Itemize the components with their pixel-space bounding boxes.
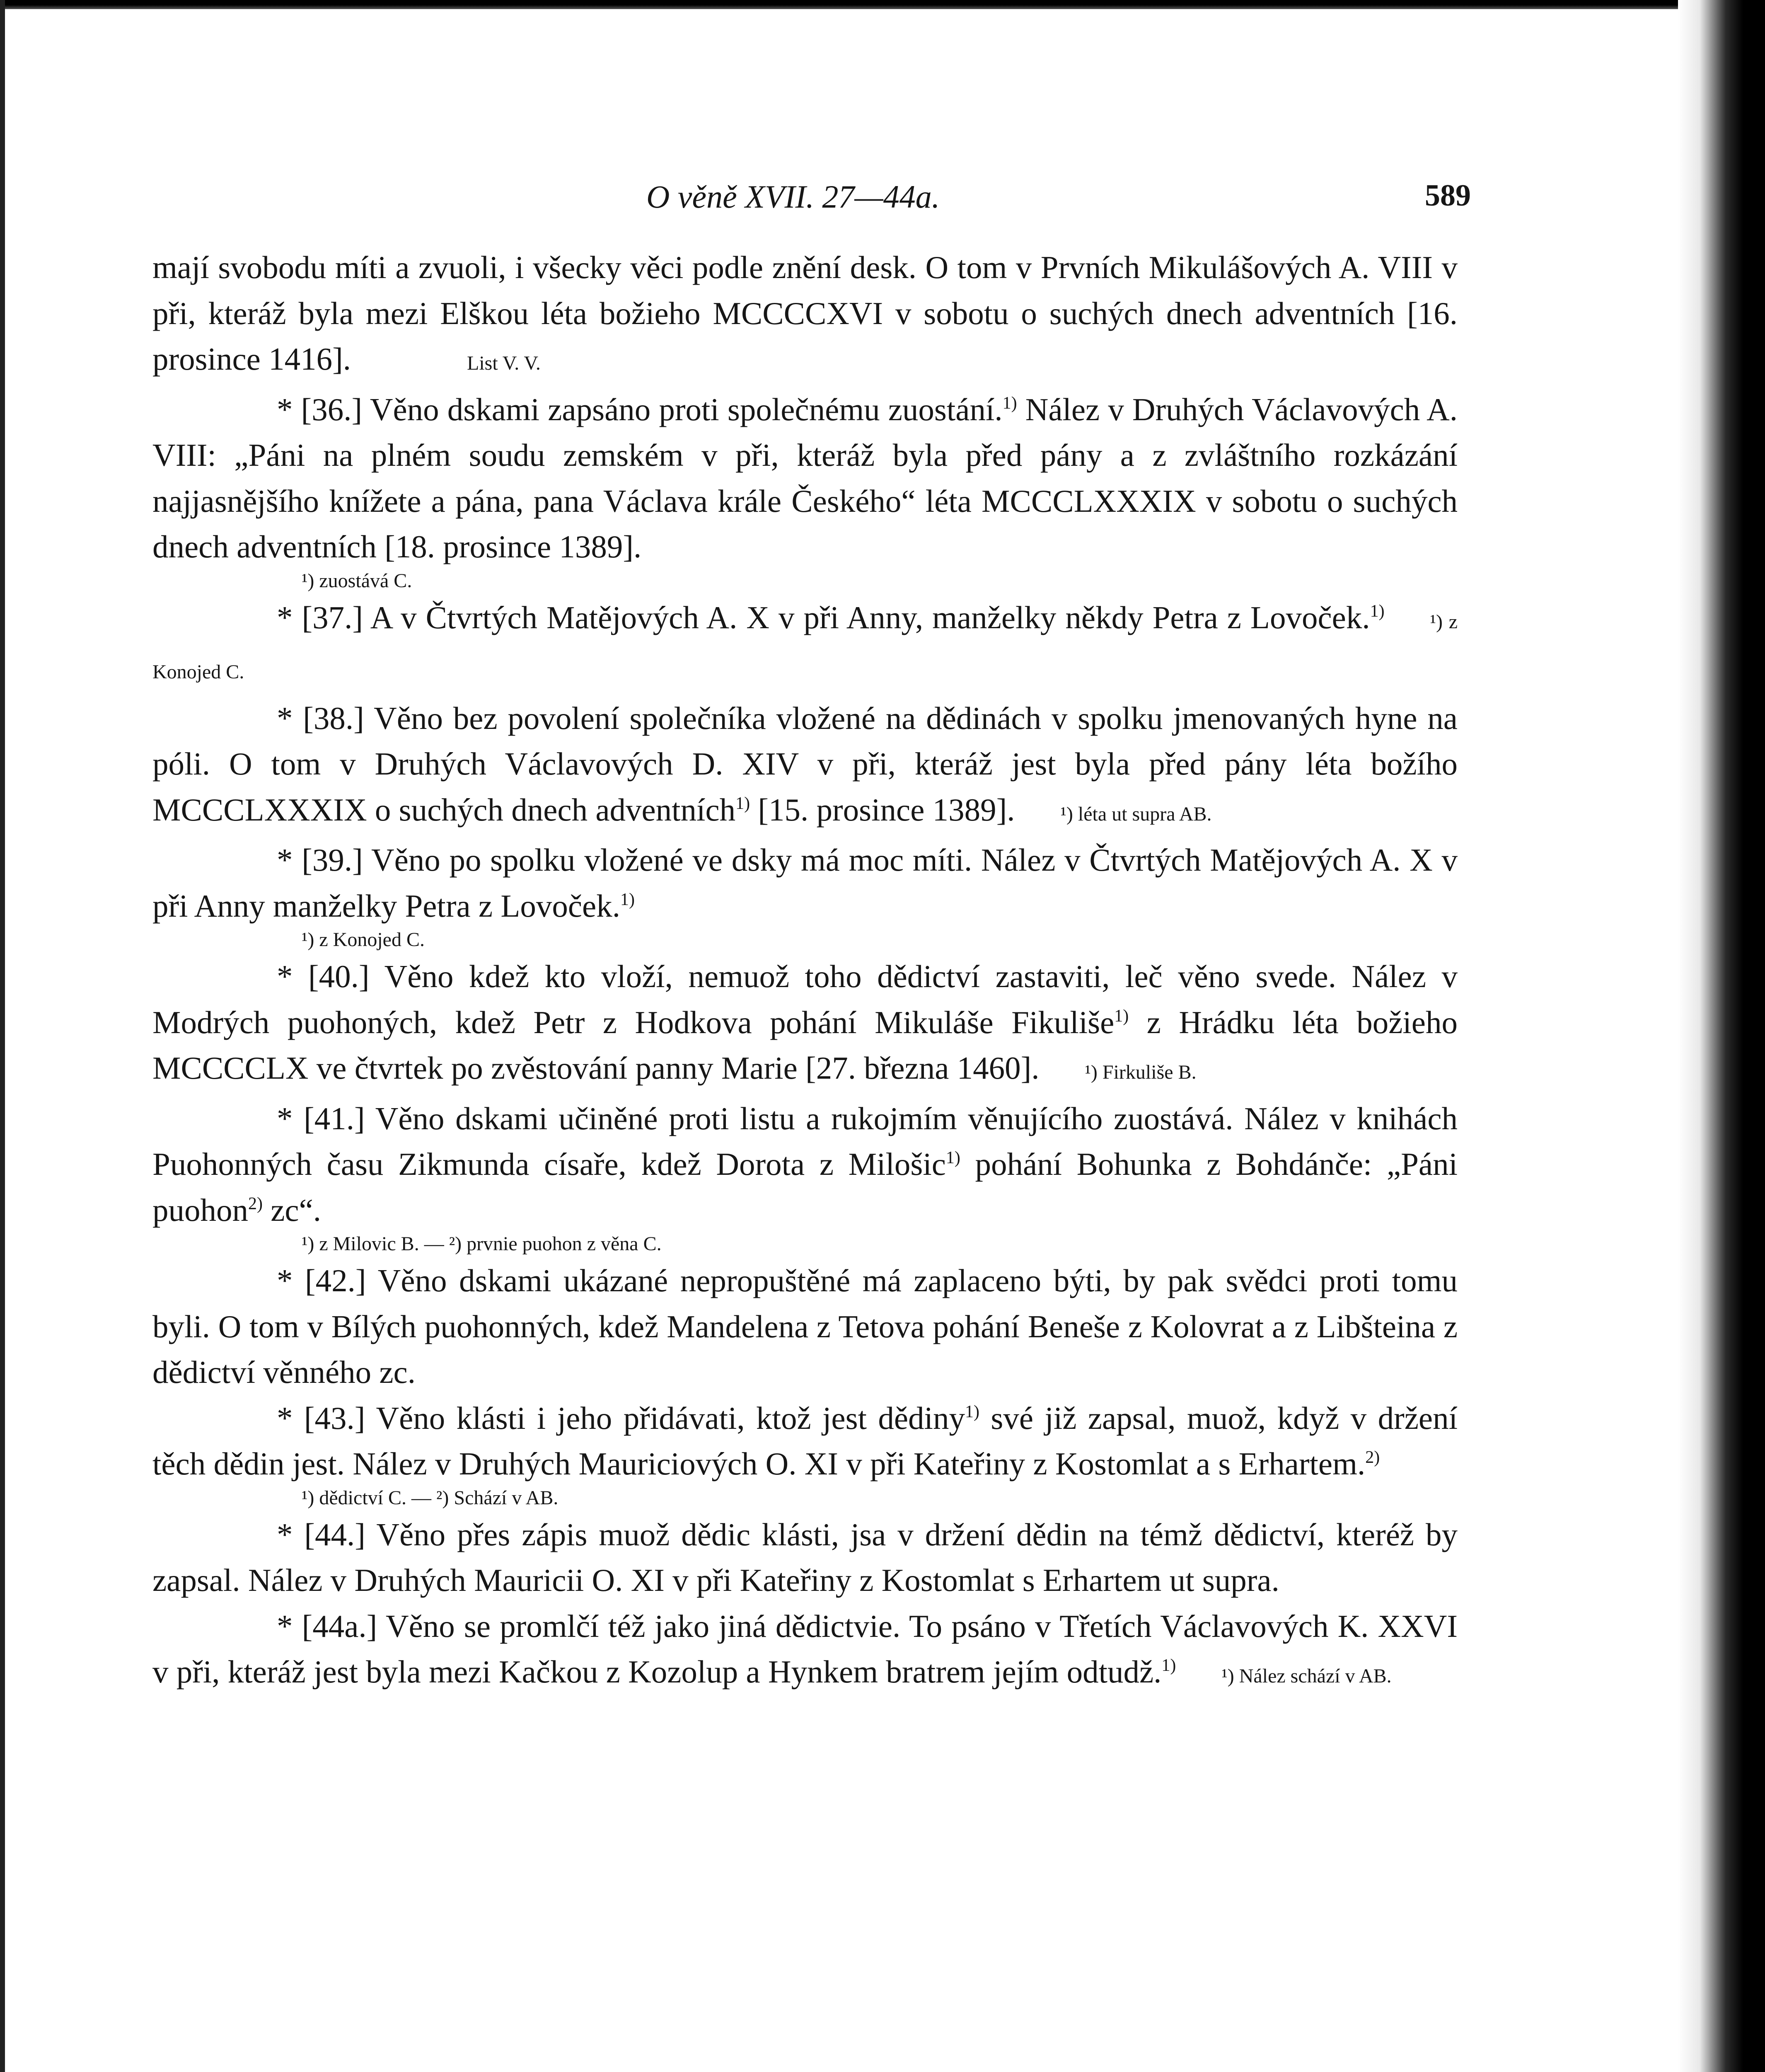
footnote-mark: 2): [1365, 1448, 1380, 1467]
paragraph-text: * [44a.] Věno se promlčí též jako jiná dědictvie. To psáno v Třetích Václavových K. XXVI v při, kteráž jest byla mezi Kačkou z Kozolup a Hynkem bratrem jejím odtudž.: [152, 1608, 1458, 1690]
footnote-mark: 1): [1002, 393, 1017, 413]
paragraph-37: [152, 595, 1458, 695]
paragraph-intro: [152, 244, 1458, 387]
page-body: [152, 244, 1458, 1699]
paragraph-text: * [44.] Věno přes zápis muož dědic klásti, jsa v držení dědin na témž dědictví, kteréž by zapsal. Nález v Druhých Mauricii O. XI v při Kateřiny z Kostomlat s Erhartem ut supra.: [152, 1516, 1458, 1598]
footnote: ¹) zuostává C.: [302, 569, 412, 592]
footnote-mark: 1): [1370, 601, 1385, 621]
paragraph-40: [152, 954, 1458, 1096]
paragraph-text: * [39.] Věno po spolku vložené ve dsky má moc míti. Nález v Čtvrtých Matějových A. X v při Anny manželky Petra z Lovoček.: [152, 842, 1458, 924]
paragraph-text: * [43.] Věno klásti i jeho přidávati, ktož jest dědiny: [277, 1400, 965, 1436]
paragraph-36: [152, 387, 1458, 570]
paragraph-text: pohání Bohunka z Bohdánče: „Páni puohon: [152, 1146, 1458, 1228]
footnote: ¹) dědictví C. — ²) Schází v AB.: [302, 1486, 559, 1509]
scan-left-edge: [0, 0, 5, 2072]
paragraph-text: Nález v Druhých Václavových A. VIII: „Páni na plném soudu zemském v při, kteráž byla před pány a z zvláštního rozkázání najjasnějšího knížete a pána, pana Václava krále Českého“ léta MCCCLXXXIX v sobotu o suchých dnech adventních [18. prosince 1389].: [152, 391, 1458, 564]
footnote-mark: 1): [1161, 1656, 1176, 1675]
inline-footnote: ¹) z Konojed C.: [152, 610, 1458, 683]
footnote-mark: 1): [1114, 1006, 1129, 1026]
footnote-mark: 1): [735, 794, 750, 813]
paragraph-38: [152, 695, 1458, 838]
paragraph-43: [152, 1395, 1458, 1487]
page-number: 589: [1425, 179, 1471, 213]
footnote-mark: 1): [965, 1402, 979, 1421]
paragraph-text: [15. prosince 1389].: [750, 792, 1015, 828]
page-header: [646, 178, 1471, 224]
inline-footnote: ¹) Firkuliše B.: [1085, 1061, 1197, 1083]
footnote-mark: 2): [248, 1194, 263, 1213]
scan-right-edge: [1678, 0, 1765, 2072]
paragraph-44: [152, 1512, 1458, 1603]
footnote-mark: 1): [620, 890, 635, 909]
footnote: ¹) z Konojed C.: [302, 929, 425, 951]
paragraph-text: * [42.] Věno dskami ukázané nepropuštěné má zaplaceno býti, by pak svědci proti tomu byli. O tom v Bílých puohonných, kdež Mandelena z Tetova pohání Beneše z Kolovrat a z Libšteina z dědictví věnného zc.: [152, 1263, 1458, 1390]
inline-footnote: ¹) Nález schází v AB.: [1221, 1665, 1392, 1687]
paragraph-39: [152, 837, 1458, 929]
inline-footnote: ¹) léta ut supra AB.: [1060, 803, 1212, 825]
scan-top-edge: [0, 0, 1765, 9]
footnote-mark: 1): [945, 1148, 960, 1167]
paragraph-text: mají svobodu míti a zvuoli, i všecky věci podle znění desk. O tom v Prvních Mikulášových A. VIII v při, kteráž byla mezi Elškou léta božieho MCCCCXVI v sobotu o suchých dnech adventních [16. prosince 1416].: [152, 249, 1458, 377]
paragraph-text: * [40.] Věno kdež kto vloží, nemuož toho dědictví zastaviti, leč věno svede. Nález v Modrých puohoných, kdež Petr z Hodkova pohání Mikuláše Fikuliše: [152, 959, 1458, 1040]
side-note: List V. V.: [467, 352, 541, 374]
paragraph-text: * [38.] Věno bez povolení společníka vložené na dědinách v spolku jmenovaných hyne na póli. O tom v Druhých Václavových D. XIV v při, kteráž jest byla před pány léta božího MCCCLXXXIX o suchých dnech adventních: [152, 700, 1458, 828]
paragraph-text: své již zapsal, muož, když v držení těch dědin jest. Nález v Druhých Mauriciových O. XI v při Kateřiny z Kostomlat a s Erhartem.: [152, 1400, 1458, 1481]
paragraph-text: * [37.] A v Čtvrtých Matějových A. X v při Anny, manželky někdy Petra z Lovoček.: [277, 599, 1370, 635]
paragraph-44a: [152, 1603, 1458, 1699]
paragraph-text: z Hrádku léta božieho MCCCCLX ve čtvrtek po zvěstování panny Marie [27. března 1460].: [152, 1004, 1458, 1086]
paragraph-text: * [41.] Věno dskami učiněné proti listu a rukojmím věnujícího zuostává. Nález v knihách Puohonných času Zikmunda císaře, kdež Dorota z Milošic: [152, 1100, 1458, 1182]
paragraph-41: [152, 1096, 1458, 1233]
running-title: O věně XVII. 27—44a.: [646, 179, 940, 215]
paragraph-42: [152, 1258, 1458, 1395]
paragraph-text: zc“.: [263, 1192, 322, 1228]
footnote: ¹) z Milovic B. — ²) prvnie puohon z věna C.: [302, 1233, 662, 1255]
paragraph-text: * [36.] Věno dskami zapsáno proti společnému zuostání.: [277, 391, 1003, 427]
